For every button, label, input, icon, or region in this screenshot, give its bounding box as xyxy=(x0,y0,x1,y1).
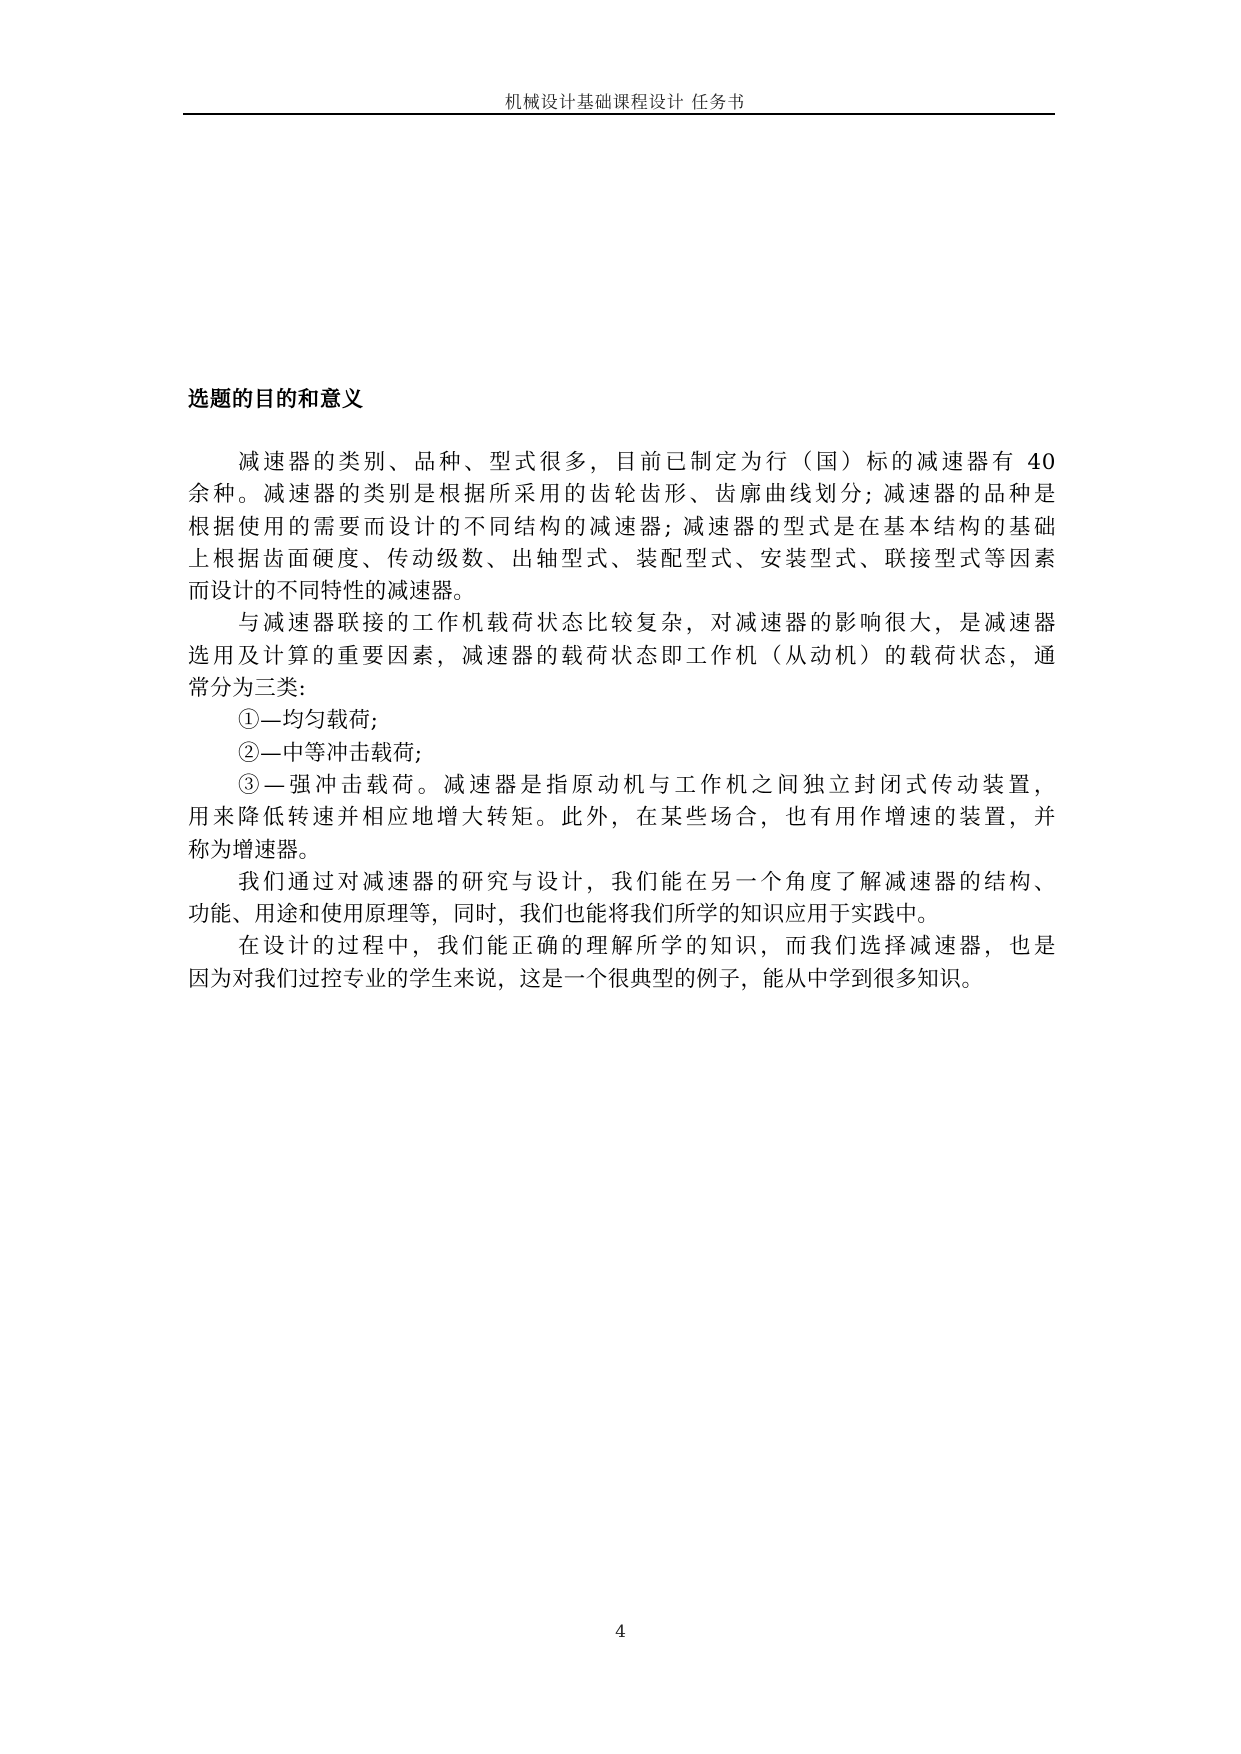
text-line: 用来降低转速并相应地增大转矩。此外，在某些场合，也有用作增速的装置，并 xyxy=(188,805,1056,831)
text-line: 功能、用途和使用原理等，同时，我们也能将我们所学的知识应用于实践中。 xyxy=(188,902,940,928)
page-number: 4 xyxy=(615,1622,626,1642)
list-item: ②—中等冲击载荷; xyxy=(238,740,423,766)
body-text xyxy=(188,447,1056,996)
list-item: ③—强冲击载荷。减速器是指原动机与工作机之间独立封闭式传动装置， xyxy=(238,772,1056,798)
text-line: 在设计的过程中，我们能正确的理解所学的知识，而我们选择减速器，也是 xyxy=(238,934,1056,960)
text-line: 我们通过对减速器的研究与设计，我们能在另一个角度了解减速器的结构、 xyxy=(238,869,1056,895)
text-line: 而设计的不同特性的减速器。 xyxy=(188,579,476,605)
text-line: 与减速器联接的工作机载荷状态比较复杂，对减速器的影响很大，是减速器 xyxy=(238,611,1056,637)
text-line: 上根据齿面硬度、传动级数、出轴型式、装配型式、安装型式、联接型式等因素 xyxy=(188,546,1056,572)
header-rule xyxy=(183,113,1055,115)
list-item: ①—均匀载荷; xyxy=(238,708,379,734)
text-line: 选用及计算的重要因素，减速器的载荷状态即工作机（从动机）的载荷状态，通 xyxy=(188,643,1056,669)
text-line: 余种。减速器的类别是根据所采用的齿轮齿形、齿廓曲线划分; 减速器的品种是 xyxy=(188,482,1056,508)
text-line: 称为增速器。 xyxy=(188,837,321,863)
text-line: 根据使用的需要而设计的不同结构的减速器; 减速器的型式是在基本结构的基础 xyxy=(188,514,1056,540)
text-line: 常分为三类: xyxy=(188,676,307,702)
text-line: 因为对我们过控专业的学生来说，这是一个很典型的例子，能从中学到很多知识。 xyxy=(188,966,984,992)
running-header: 机械设计基础课程设计 任务书 xyxy=(504,93,746,113)
text-line: 减速器的类别、品种、型式很多，目前已制定为行（国）标的减速器有 40 xyxy=(238,450,1056,475)
section-title: 选题的目的和意义 xyxy=(188,387,364,411)
